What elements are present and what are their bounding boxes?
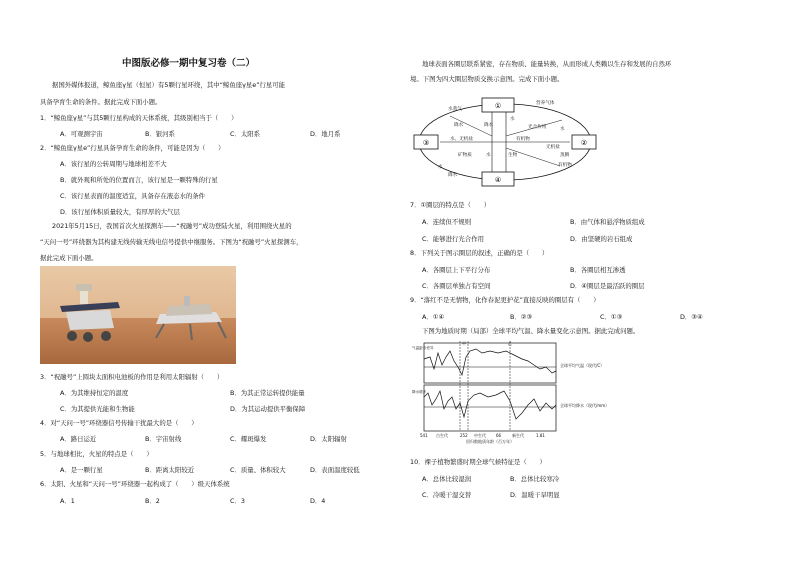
question-5: 5．与地球相比，火星的特点是（ ） (40, 450, 153, 458)
q6-option-c[interactable]: C．3 (230, 497, 245, 505)
q6-option-d[interactable]: D．4 (310, 497, 326, 505)
q2-option-d[interactable]: D．该行星体积质量较大，有厚厚的大气层 (60, 208, 180, 216)
arrow-label-photosynthesis: 光合作用 (528, 125, 547, 130)
precipitation-line (424, 391, 556, 419)
q1-option-c[interactable]: C．太阳系 (230, 130, 261, 138)
q6-option-a[interactable]: A．1 (60, 497, 75, 505)
page-title: 中图版必修一期中复习卷（二） (122, 58, 256, 69)
era-label-paleozoic: 古生代 (436, 433, 448, 438)
q7-option-d[interactable]: D．由坚硬的岩石组成 (570, 235, 633, 243)
q1-option-b[interactable]: B．银河系 (145, 130, 175, 138)
passage-3-line-1: 地球表面各圈层联系紧密，存在物质、能量转换，从而形成人类赖以生存和发展的自然环 (422, 60, 672, 68)
question-2: 2．“鲸鱼座γ星e”行星具备孕育生命的条件，可能是因为（ ） (40, 144, 225, 152)
node-1-label: ① (494, 102, 502, 110)
passage-2-line-2: “天问一号”环绕器为其构建无线传输无线电信号提供中继服务。下图为“祝融号”火星探测车， (40, 238, 303, 246)
period-label-yi: 乙 (508, 341, 512, 346)
arrow-label-water-salt: 水、无机盐 (450, 137, 473, 142)
arrow-label-minerals: 矿物质 (458, 153, 472, 158)
era-tick-66: 66 (496, 433, 502, 438)
passage-2-line-1: 2021年5月15日，我国首次火星探测车——“祝融号”成功登陆火星，利用围绕火星的 (52, 222, 292, 230)
q1-option-d[interactable]: D．地月系 (310, 130, 341, 138)
temperature-line (424, 349, 556, 375)
precipitation-series-label: 全球平均降水（现代/mm） (560, 403, 610, 408)
question-8: 8．下列关于图示圈层的叙述，正确的是（ ） (410, 249, 549, 257)
q5-option-c[interactable]: C．质量、体积较大 (230, 466, 286, 474)
q7-option-a[interactable]: A．连续但不规则 (422, 218, 472, 226)
arrow-label-precip-2: 降水 (484, 123, 494, 128)
q8-option-a[interactable]: A．各圈层上下平行分布 (422, 266, 491, 274)
q3-option-c[interactable]: C．为其提供光能和生物能 (60, 405, 135, 413)
q1-option-a[interactable]: A．可观测宇宙 (60, 130, 103, 138)
question-3: 3．“祝融号”上圆块太面积电池板的作用是利用太阳辐射（ ） (40, 373, 224, 381)
q2-option-a[interactable]: A．该行星的公转周期与地球相差不大 (60, 160, 167, 168)
passage-2-line-3: 据此完成下面小题。 (40, 254, 98, 262)
q8-option-c[interactable]: C．各圈层单独占有空间 (422, 282, 491, 290)
arrow-label-organism: 生物 (508, 153, 518, 158)
q3-option-d[interactable]: D．为其运动提供平衡保障 (230, 405, 306, 413)
q2-option-c[interactable]: C．该行星表面的温度适宜，具备存在液态水的条件 (60, 192, 206, 200)
question-9: 9．“落红不是无情物，化作春泥更护花”直接反映的圈层有（ ） (410, 296, 600, 304)
q3-option-b[interactable]: B．为其正常运转提供能量 (230, 389, 305, 397)
q6-option-b[interactable]: B．2 (145, 497, 160, 505)
q4-option-a[interactable]: A．路日运近 (60, 435, 97, 443)
q4-option-c[interactable]: C．耀斑爆发 (230, 435, 267, 443)
q4-option-d[interactable]: D．太阳辐射 (310, 435, 347, 443)
arrow-label-organic-2: 有机物 (558, 163, 572, 168)
passage-1-line-1: 据国外媒体报道，鲸鱼座γ星（恒星）有5颗行星环绕，其中“鲸鱼座γ星e”行星可能 (52, 81, 286, 89)
q9-option-c[interactable]: C．①③ (600, 313, 623, 321)
arrow-label-water-1: 水 (510, 117, 515, 122)
zhurong-rover-photo (40, 266, 236, 364)
arrow-label-inorganic-salt: 无机盐 (546, 145, 560, 150)
chart-xlabel: 回归数地质年龄（百万年） (466, 439, 514, 444)
q10-option-a[interactable]: A．总体比较湿润 (422, 475, 472, 483)
q8-option-b[interactable]: B．各圈层相互渗透 (570, 266, 626, 274)
arrow-label-organic-1: 有机物 (516, 137, 530, 142)
paleo-climate-chart (410, 339, 620, 445)
q7-option-b[interactable]: B．由气体和悬浮物质组成 (570, 218, 645, 226)
arrow-label-nutrient-gas: 营养气体 (536, 101, 555, 106)
sphere-exchange-diagram (410, 90, 600, 195)
node-2-label: ② (580, 139, 588, 147)
q2-option-b[interactable]: B．就外观和所处的位置而言，该行星是一颗特殊的行星 (60, 176, 218, 184)
arrow-label-water-4: 水 (486, 153, 491, 158)
era-tick-541: 541 (420, 433, 428, 438)
era-tick-1.81: 1.81 (536, 433, 545, 438)
q9-option-b[interactable]: B．②③ (510, 313, 533, 321)
question-10: 10．裸子植物繁盛时期全球气候特征是（ ） (410, 458, 546, 466)
question-6: 6．太阳、火星和“天问一号”环绕器一起构成了（ ）级天体系统 (40, 480, 230, 488)
q5-option-b[interactable]: B．距离太阳较近 (145, 466, 195, 474)
passage-3-line-2: 境。下图为四大圈层物质交换示意图。完成下面小题。 (410, 75, 564, 83)
passage-1-line-2: 具备孕育生命的条件。据此完成下面小题。 (40, 98, 162, 106)
passage-4: 下图为地质时期（局部）全球平均气温、降水量变化示意图。据此完成问题。 (422, 327, 640, 335)
era-label-mesozoic: 中生代 (474, 433, 486, 438)
q10-option-d[interactable]: D．温暖干旱明显 (510, 491, 560, 499)
arrow-label-precip-3: 降水 (448, 173, 458, 178)
q9-option-a[interactable]: A．①④ (422, 313, 445, 321)
q4-option-b[interactable]: B．宇宙射线 (145, 435, 182, 443)
q5-option-a[interactable]: A．是一颗行星 (60, 466, 103, 474)
arrow-label-transpiration: 蒸腾 (560, 153, 570, 158)
question-7: 7．①圈层的特点是（ ） (410, 201, 491, 209)
bottom-ylabel: 降水增多 (412, 390, 427, 394)
q8-option-d[interactable]: D．④圈层是最活跃的圈层 (570, 282, 645, 290)
node-3-label: ③ (422, 139, 430, 147)
question-4: 4．对“天问一号”环绕器信号传输干扰最大的是（ ） (40, 419, 198, 427)
question-1: 1．“鲸鱼座γ星”与其5颗行星构成的天体系统，其级别相当于（ ） (40, 114, 238, 122)
node-4-label: ④ (494, 176, 502, 184)
arrow-label-vapor: 水蒸气 (448, 107, 462, 112)
era-tick-252: 252 (460, 433, 468, 438)
temperature-series-label: 全球平均气温（现代/C） (560, 363, 605, 368)
q9-option-d[interactable]: D．③④ (680, 313, 703, 321)
arrow-label-water-3: 水 (438, 165, 443, 170)
q3-option-a[interactable]: A．为其维持恒定的温度 (60, 389, 129, 397)
q7-option-c[interactable]: C．能够进行光合作用 (422, 235, 484, 243)
period-label-jia: 甲 (462, 341, 466, 346)
era-label-cenozoic: 新生代 (512, 433, 524, 438)
arrow-label-water-2: 水 (560, 127, 565, 132)
q10-option-b[interactable]: B．总体比较寒冷 (510, 475, 560, 483)
arrow-label-precip-1: 降水 (454, 123, 464, 128)
top-ylabel: 气温距今差异 (412, 346, 434, 350)
q10-option-c[interactable]: C．冷暖干湿交替 (422, 491, 472, 499)
q5-option-d[interactable]: D．表面温度较低 (310, 466, 360, 474)
